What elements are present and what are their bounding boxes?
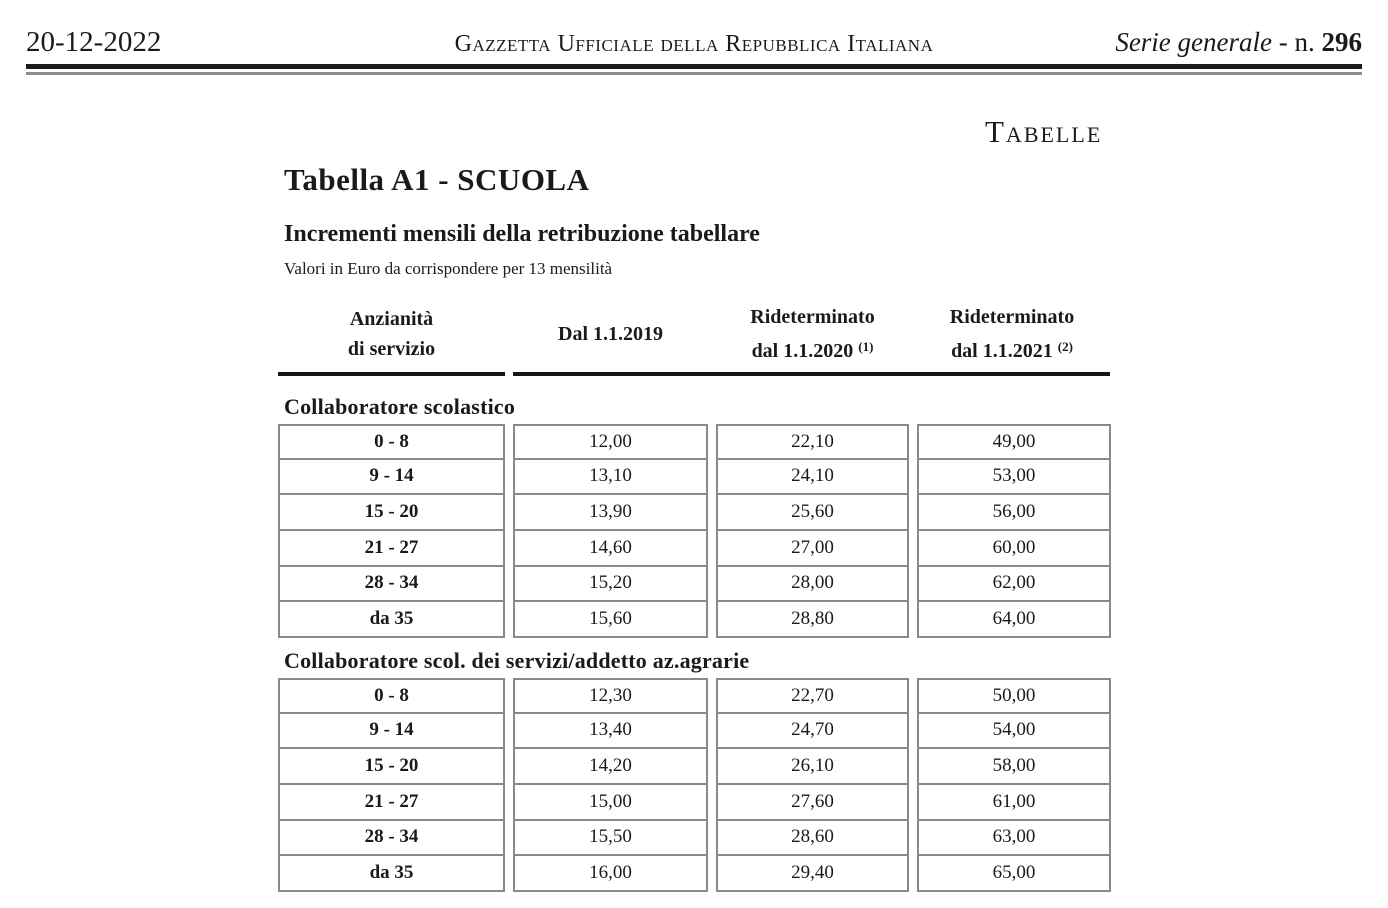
cell-anzianita: da 35	[278, 602, 505, 638]
cell-dal-2019: 13,40	[513, 714, 708, 750]
cell-rid-2020: 25,60	[716, 495, 909, 531]
cell-anzianita: 0 - 8	[278, 678, 505, 714]
table-collaboratore-servizi-agrarie	[278, 678, 1111, 892]
cell-anzianita: 28 - 34	[278, 821, 505, 857]
cell-dal-2019: 16,00	[513, 856, 708, 892]
table-title: Tabella A1 - SCUOLA	[284, 162, 590, 197]
column-header-anzianita	[278, 296, 505, 372]
cell-anzianita: 9 - 14	[278, 714, 505, 750]
cell-rid-2020: 22,70	[716, 678, 909, 714]
cell-rid-2021: 60,00	[917, 531, 1111, 567]
cell-dal-2019: 15,50	[513, 821, 708, 857]
cell-anzianita: 21 - 27	[278, 531, 505, 567]
cell-rid-2020: 24,10	[716, 460, 909, 496]
col-header-line: di servizio	[347, 338, 436, 360]
series-issue	[1115, 27, 1362, 58]
cell-dal-2019: 12,00	[513, 424, 708, 460]
footnote-ref-2: (2)	[1057, 339, 1073, 354]
cell-rid-2020: 24,70	[716, 714, 909, 750]
footnote-ref-1: (1)	[858, 339, 874, 354]
header-rule-thin	[26, 72, 1362, 75]
cell-dal-2019: 15,00	[513, 785, 708, 821]
cell-dal-2019: 14,60	[513, 531, 708, 567]
series-label: Serie generale	[1115, 27, 1272, 57]
cell-rid-2021: 49,00	[917, 424, 1111, 460]
issue-date: 20-12-2022	[26, 26, 162, 58]
col-header-line: Rideterminato	[949, 306, 1075, 328]
cell-rid-2021: 53,00	[917, 460, 1111, 496]
cell-rid-2021: 61,00	[917, 785, 1111, 821]
cell-rid-2021: 50,00	[917, 678, 1111, 714]
table-subtitle: Incrementi mensili della retribuzione tabellare	[284, 221, 760, 247]
cell-anzianita: da 35	[278, 856, 505, 892]
cell-rid-2020: 22,10	[716, 424, 909, 460]
cell-rid-2021: 64,00	[917, 602, 1111, 638]
column-header-rideterminato-2020	[716, 296, 909, 372]
cell-dal-2019: 14,20	[513, 749, 708, 785]
col-header-line: Anzianità	[349, 308, 434, 330]
cell-rid-2020: 28,00	[716, 567, 909, 603]
cell-rid-2020: 27,60	[716, 785, 909, 821]
cell-dal-2019: 15,20	[513, 567, 708, 603]
cell-anzianita: 0 - 8	[278, 424, 505, 460]
cell-anzianita: 9 - 14	[278, 460, 505, 496]
cell-dal-2019: 15,60	[513, 602, 708, 638]
cell-anzianita: 28 - 34	[278, 567, 505, 603]
cell-dal-2019: 13,90	[513, 495, 708, 531]
cell-anzianita: 21 - 27	[278, 785, 505, 821]
section-label-collaboratore-servizi-agrarie: Collaboratore scol. dei servizi/addetto az.agrarie	[284, 648, 750, 673]
series-separator: - n.	[1278, 27, 1315, 57]
cell-rid-2021: 65,00	[917, 856, 1111, 892]
cell-rid-2020: 29,40	[716, 856, 909, 892]
cell-rid-2020: 28,80	[716, 602, 909, 638]
cell-anzianita: 15 - 20	[278, 495, 505, 531]
column-header-dal-2019	[513, 296, 708, 372]
section-heading-tabelle: Tabelle	[985, 114, 1103, 149]
cell-rid-2020: 27,00	[716, 531, 909, 567]
values-note: Valori in Euro da corrispondere per 13 mensilità	[284, 259, 613, 278]
cell-rid-2021: 56,00	[917, 495, 1111, 531]
cell-rid-2020: 28,60	[716, 821, 909, 857]
cell-rid-2021: 62,00	[917, 567, 1111, 603]
issue-number: 296	[1321, 27, 1362, 57]
cell-dal-2019: 12,30	[513, 678, 708, 714]
col-header-line: dal 1.1.2020 $^{(1)}$	[751, 339, 874, 362]
col-header-line: Rideterminato	[750, 306, 875, 328]
col-header-line: Dal 1.1.2019	[558, 323, 663, 345]
cell-anzianita: 15 - 20	[278, 749, 505, 785]
table-collaboratore-scolastico	[278, 424, 1111, 638]
section-label-collaboratore-scolastico: Collaboratore scolastico	[284, 394, 516, 419]
col-header-line: dal 1.1.2021 $^{(2)}$	[951, 339, 1073, 362]
column-header-rideterminato-2021	[915, 296, 1109, 372]
cell-rid-2021: 63,00	[917, 821, 1111, 857]
header-underline-left	[278, 372, 505, 376]
journal-title: Gazzetta Ufficiale della Repubblica Italiana	[454, 31, 934, 57]
cell-rid-2021: 54,00	[917, 714, 1111, 750]
cell-rid-2021: 58,00	[917, 749, 1111, 785]
header-underline-right	[513, 372, 1110, 376]
cell-dal-2019: 13,10	[513, 460, 708, 496]
header-rule-thick	[26, 64, 1362, 69]
cell-rid-2020: 26,10	[716, 749, 909, 785]
